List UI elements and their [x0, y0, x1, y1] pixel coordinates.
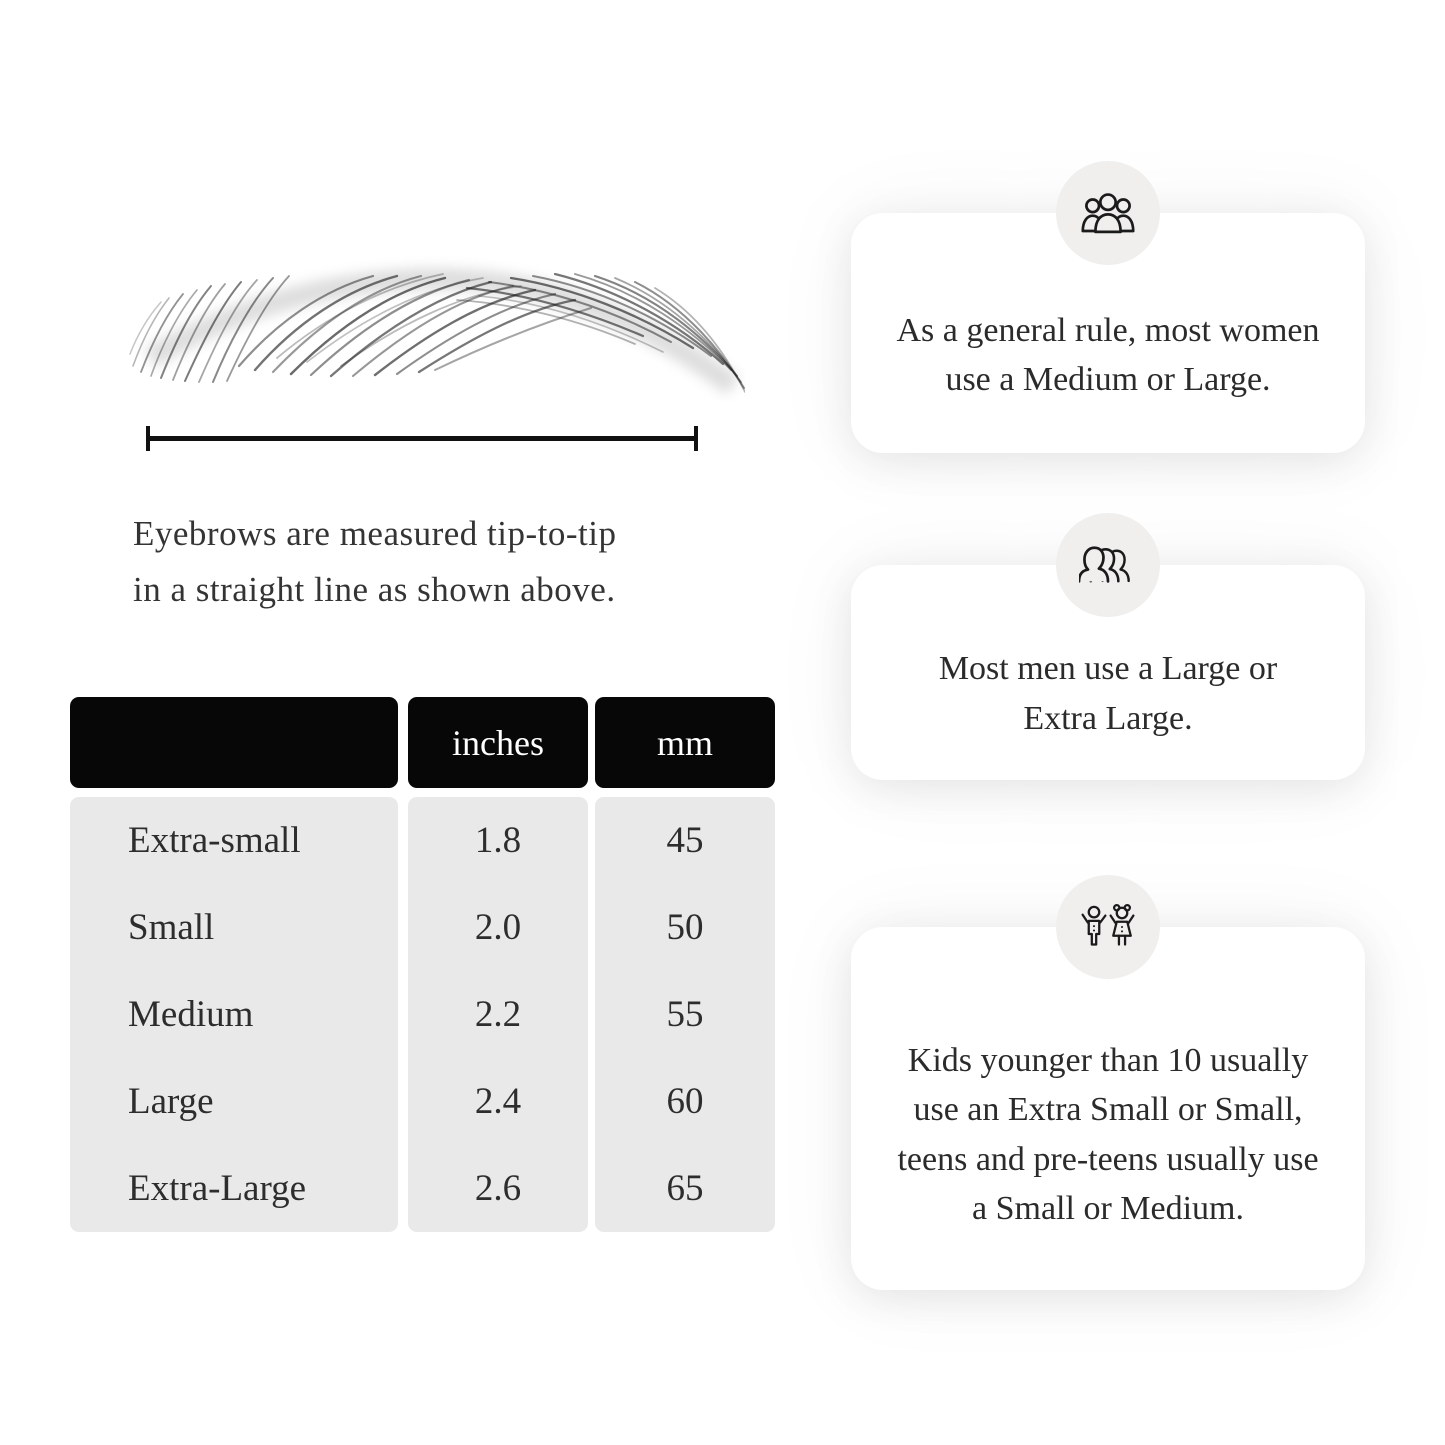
- size-mm: 60: [666, 1081, 704, 1122]
- size-mm: 50: [666, 907, 704, 948]
- header-cell-empty: [70, 697, 398, 788]
- size-label: Medium: [128, 994, 254, 1035]
- size-name-column: [70, 797, 398, 1232]
- size-table-header: [70, 697, 775, 788]
- header-cell-mm: mm: [595, 697, 775, 788]
- women-group-icon: [1079, 186, 1137, 240]
- tip-to-tip-measurement-line: [146, 426, 698, 451]
- header-cell-inches: inches: [408, 697, 588, 788]
- size-label: Large: [128, 1081, 214, 1122]
- eyebrow-sketch-illustration: [125, 246, 745, 401]
- measure-end-tick-right: [694, 426, 698, 451]
- size-mm: 45: [666, 820, 704, 861]
- size-mm: 55: [666, 994, 704, 1035]
- kids-icon: [1080, 902, 1136, 952]
- icon-circle: [1056, 513, 1160, 617]
- card-kids-text: Kids younger than 10 usually use an Extra Small or Small, teens and pre-teens usually use a Small or Medium.: [897, 1041, 1319, 1227]
- measurement-caption: [133, 506, 616, 618]
- size-table: [70, 697, 775, 1232]
- size-mm: 65: [666, 1168, 704, 1209]
- men-group-icon: [1079, 541, 1137, 589]
- icon-circle: [1056, 161, 1160, 265]
- inches-column: [408, 797, 588, 1232]
- size-table-body: [70, 797, 775, 1232]
- size-label: Extra-Large: [128, 1168, 307, 1209]
- card-women-text: As a general rule, most women use a Medium or Large.: [896, 311, 1320, 398]
- caption-line-1: Eyebrows are measured tip-to-tip: [133, 514, 617, 553]
- card-women-tip: [851, 213, 1365, 453]
- size-inches: 2.0: [474, 907, 522, 948]
- mm-column: [595, 797, 775, 1232]
- icon-circle: [1056, 875, 1160, 979]
- size-inches: 1.8: [474, 820, 522, 861]
- size-inches: 2.4: [474, 1081, 522, 1122]
- size-inches: 2.2: [474, 994, 522, 1035]
- card-men-text: Most men use a Large or Extra Large.: [938, 650, 1278, 737]
- caption-line-2: in a straight line as shown above.: [133, 570, 616, 609]
- card-men-tip: [851, 565, 1365, 780]
- size-label: Small: [128, 907, 215, 948]
- size-inches: 2.6: [474, 1168, 522, 1209]
- card-kids-tip: [851, 927, 1365, 1290]
- size-label: Extra-small: [128, 820, 301, 861]
- measure-bar: [146, 436, 698, 441]
